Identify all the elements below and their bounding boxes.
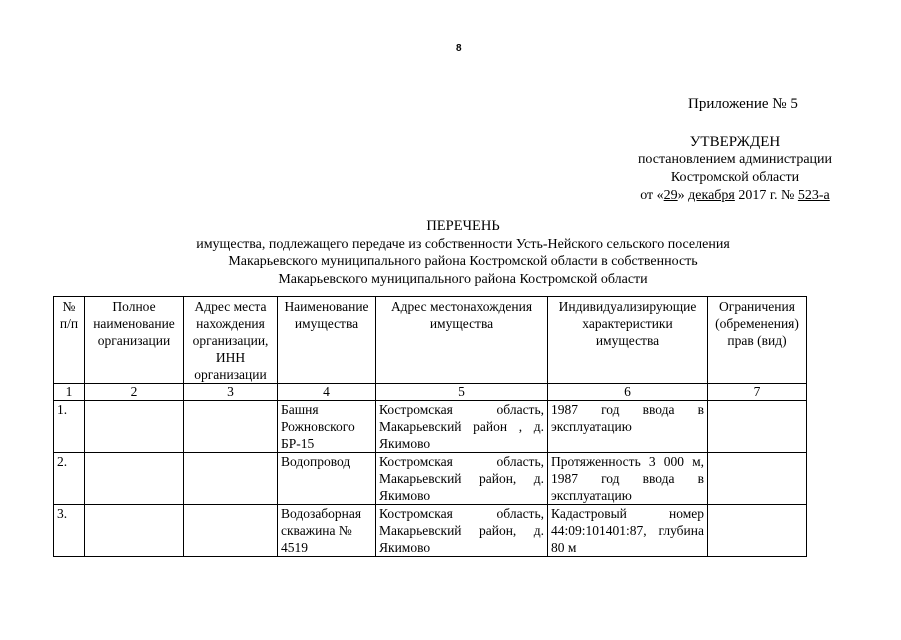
property-name-cell: Водопровод: [278, 453, 376, 505]
date-prefix: от «: [640, 188, 664, 203]
header-number: № п/п: [54, 297, 85, 384]
approval-line-2: Костромской области: [670, 170, 800, 185]
approval-line-1: постановлением администрации: [637, 152, 833, 167]
org-address-cell: [184, 505, 278, 557]
characteristics-cell: Кадастровый номер 44:09:101401:87, глубина 80 м: [548, 505, 708, 557]
header-characteristics: Индивидуализирующие характеристики имущества: [548, 297, 708, 384]
org-address-cell: [184, 401, 278, 453]
approved-title: УТВЕРЖДЕН: [689, 134, 781, 150]
org-name-cell: [85, 401, 184, 453]
column-number: 7: [708, 384, 807, 401]
column-number: 1: [54, 384, 85, 401]
row-number: 3.: [54, 505, 85, 557]
column-number: 3: [184, 384, 278, 401]
approval-block: [610, 133, 860, 205]
appendix-label: Приложение № 5: [688, 96, 798, 112]
row-number: 1.: [54, 401, 85, 453]
date-month: декабря: [688, 188, 735, 203]
column-number: 6: [548, 384, 708, 401]
column-number: 5: [376, 384, 548, 401]
org-name-cell: [85, 505, 184, 557]
date-year: 2017 г. №: [734, 188, 798, 203]
property-table: [53, 296, 807, 557]
document-number: 523-а: [797, 188, 830, 203]
date-day: 29: [663, 188, 678, 203]
document-heading: [120, 218, 806, 288]
page-number: 8: [456, 43, 462, 54]
property-name-cell: Водозаборная скважина № 4519: [278, 505, 376, 557]
date-mid: »: [677, 188, 689, 203]
property-address-cell: Костромская область, Макарьевский район, д. Якимово: [376, 505, 548, 557]
characteristics-cell: 1987 год ввода в эксплуатацию: [548, 401, 708, 453]
property-name-cell: Башня Рожновского БР-15: [278, 401, 376, 453]
row-number: 2.: [54, 453, 85, 505]
property-address-cell: Костромская область, Макарьевский район , д. Якимово: [376, 401, 548, 453]
approval-date-line: [610, 187, 860, 205]
property-address-cell: Костромская область, Макарьевский район, д. Якимово: [376, 453, 548, 505]
column-number: 4: [278, 384, 376, 401]
restrictions-cell: [708, 505, 807, 557]
column-number: 2: [85, 384, 184, 401]
subtitle-line-2: Макарьевского муниципального района Костромской области в собственность: [228, 254, 698, 269]
header-org-name: Полное наименование организации: [85, 297, 184, 384]
subtitle-line-1: имущества, подлежащего передаче из собственности Усть-Нейского сельского поселения: [196, 236, 730, 252]
table-row: [54, 505, 807, 557]
header-restrictions: Ограничения (обременения) прав (вид): [708, 297, 807, 384]
org-name-cell: [85, 453, 184, 505]
restrictions-cell: [708, 401, 807, 453]
subtitle-line-3: Макарьевского муниципального района Костромской области: [278, 271, 648, 287]
document-title: ПЕРЕЧЕНЬ: [426, 218, 500, 234]
table-row: [54, 401, 807, 453]
org-address-cell: [184, 453, 278, 505]
header-property-name: Наименование имущества: [278, 297, 376, 384]
header-org-address: Адрес места нахождения организации, ИНН организации: [184, 297, 278, 384]
header-property-address: Адрес местонахождения имущества: [376, 297, 548, 384]
table-header-row: [54, 297, 807, 384]
characteristics-cell: Протяженность 3 000 м, 1987 год ввода в эксплуатацию: [548, 453, 708, 505]
column-number-row: [54, 384, 807, 401]
restrictions-cell: [708, 453, 807, 505]
table-row: [54, 453, 807, 505]
